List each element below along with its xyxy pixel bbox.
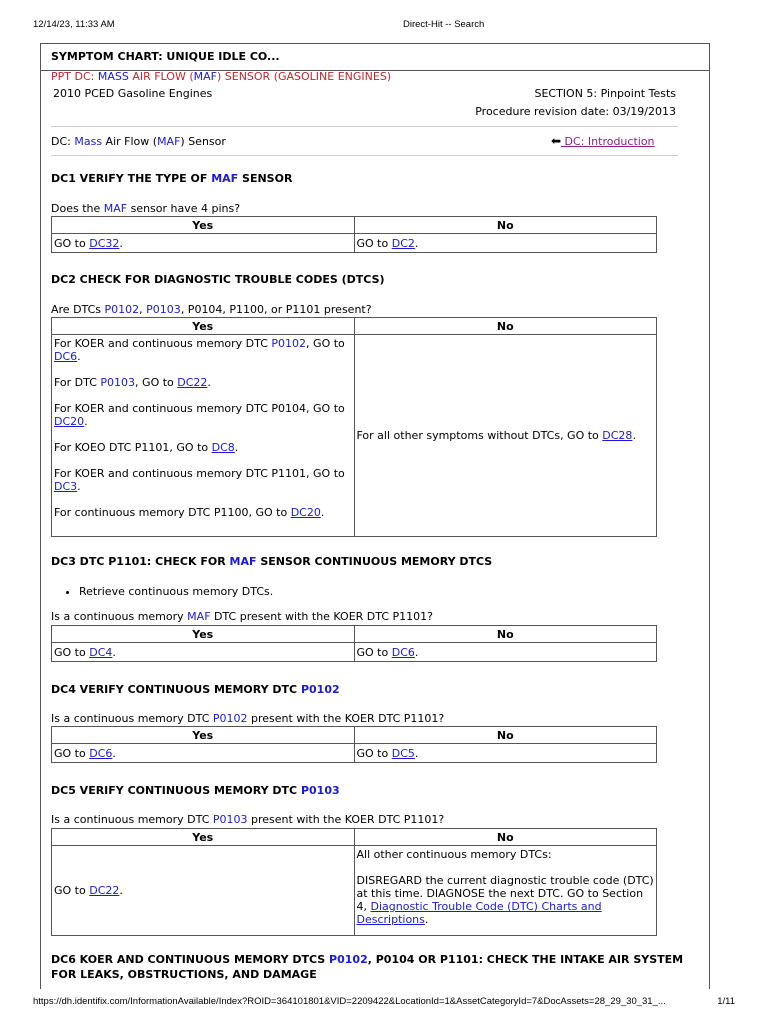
yes-header: Yes <box>52 727 355 744</box>
revision-date: Procedure revision date: 03/19/2013 <box>475 105 676 118</box>
dc3-bullet-list <box>51 585 273 598</box>
dc4-no-cell: GO to DC5. <box>354 744 657 763</box>
dc20-link[interactable]: DC20 <box>290 506 321 519</box>
dc32-link[interactable]: DC32 <box>89 236 120 250</box>
dc4-link[interactable]: DC4 <box>89 645 113 659</box>
dc-title: DC: Mass Air Flow (MAF) Sensor <box>51 135 226 148</box>
dc1-question: Does the MAF sensor have 4 pins? <box>51 202 241 215</box>
dc2-heading: DC2 CHECK FOR DIAGNOSTIC TROUBLE CODES (DTCS) <box>51 273 385 286</box>
dc6-link[interactable]: DC6 <box>89 746 113 760</box>
dc4-yes-cell: GO to DC6. <box>52 744 355 763</box>
dc5-table <box>51 828 657 936</box>
no-header: No <box>354 217 657 234</box>
dc5-link[interactable]: DC5 <box>391 746 415 760</box>
document-frame <box>40 43 710 989</box>
print-header <box>33 19 735 33</box>
dc4-question: Is a continuous memory DTC P0102 present with the KOER DTC P1101? <box>51 712 445 725</box>
dc1-table <box>51 216 657 253</box>
dc4-heading: DC4 VERIFY CONTINUOUS MEMORY DTC P0102 <box>51 683 340 696</box>
dc3-question: Is a continuous memory MAF DTC present with the KOER DTC P1101? <box>51 610 433 623</box>
no-header: No <box>354 626 657 643</box>
intro-nav[interactable] <box>551 134 655 148</box>
dc28-link[interactable]: DC28 <box>602 429 633 442</box>
dc3-heading: DC3 DTC P1101: CHECK FOR MAF SENSOR CONTINUOUS MEMORY DTCS <box>51 555 493 568</box>
no-header: No <box>354 727 657 744</box>
dc2-link[interactable]: DC2 <box>391 236 415 250</box>
dc20-link[interactable]: DC20 <box>54 415 85 428</box>
dc8-link[interactable]: DC8 <box>211 441 235 454</box>
dc2-question: Are DTCs P0102, P0103, P0104, P1100, or P1101 present? <box>51 303 372 316</box>
dc22-link[interactable]: DC22 <box>89 884 120 897</box>
yes-header: Yes <box>52 318 355 335</box>
arrow-left-icon: ⬅ <box>551 134 562 148</box>
no-header: No <box>354 318 657 335</box>
dc6-link[interactable]: DC6 <box>391 645 415 659</box>
document-titlebar <box>41 44 709 71</box>
divider <box>51 126 678 127</box>
yes-header: Yes <box>52 626 355 643</box>
yes-header: Yes <box>52 829 355 846</box>
dc5-question: Is a continuous memory DTC P0103 present with the KOER DTC P1101? <box>51 813 445 826</box>
dc3-no-cell: GO to DC6. <box>354 643 657 662</box>
document-title: SYMPTOM CHART: UNIQUE IDLE CO... <box>51 50 280 63</box>
dc3-yes-cell: GO to DC4. <box>52 643 355 662</box>
print-page-title: Direct-Hit -- Search <box>403 19 485 30</box>
print-page-number: 1/11 <box>717 996 735 1007</box>
dc1-no-cell: GO to DC2. <box>354 234 657 253</box>
dc1-yes-cell: GO to DC32. <box>52 234 355 253</box>
dc2-yes-cell: For KOER and continuous memory DTC P0102, GO to DC6. For DTC P0103, GO to DC22. For KOER and continuous memory DTC P0104, GO to DC20. For KOEO DTC P1101, GO to DC8. For KOER and continuous memory DTC P1101, GO to DC3. For continuous memory DTC P1100, GO to DC20. <box>52 335 355 537</box>
dc5-no-cell: All other continuous memory DTCs: DISREGARD the current diagnostic trouble code (DTC) at this time. DIAGNOSE the next DTC. GO to Section 4, Diagnostic Trouble Code (DTC) Charts and Descriptions. <box>354 846 657 936</box>
no-header: No <box>354 829 657 846</box>
dc4-table <box>51 726 657 763</box>
dc22-link[interactable]: DC22 <box>177 376 208 389</box>
divider <box>51 155 678 156</box>
dc6-link[interactable]: DC6 <box>54 350 78 363</box>
dc2-no-cell: For all other symptoms without DTCs, GO to DC28. <box>354 335 657 537</box>
dc3-table <box>51 625 657 662</box>
yes-header: Yes <box>52 217 355 234</box>
dtc-charts-link[interactable]: Diagnostic Trouble Code (DTC) Charts and Descriptions <box>356 900 602 926</box>
print-url: https://dh.identifix.com/InformationAvailable/Index?ROID=364101801&VID=2209422&LocationId=1&AssetCategoryId=7&DocAssets=28_29_30_31_... <box>33 996 666 1007</box>
dc5-yes-cell: GO to DC22. <box>52 846 355 936</box>
print-datetime: 12/14/23, 11:33 AM <box>33 19 115 30</box>
dc5-heading: DC5 VERIFY CONTINUOUS MEMORY DTC P0103 <box>51 784 340 797</box>
section-line: SECTION 5: Pinpoint Tests <box>534 87 676 100</box>
ppt-title: PPT DC: MASS AIR FLOW (MAF) SENSOR (GASOLINE ENGINES) <box>51 70 392 83</box>
dc2-table <box>51 317 657 537</box>
introduction-link[interactable]: DC: Introduction <box>561 135 655 148</box>
dc3-link[interactable]: DC3 <box>54 480 78 493</box>
dc6-heading: DC6 KOER AND CONTINUOUS MEMORY DTCS P0102, P0104 OR P1101: CHECK THE INTAKE AIR SYSTEM FOR LEAKS, OBSTRUCTIONS, AND DAMAGE <box>51 953 684 981</box>
list-item: • Retrieve continuous memory DTCs. <box>79 585 273 598</box>
engine-line: 2010 PCED Gasoline Engines <box>53 87 213 100</box>
dc1-heading: DC1 VERIFY THE TYPE OF MAF SENSOR <box>51 172 293 185</box>
